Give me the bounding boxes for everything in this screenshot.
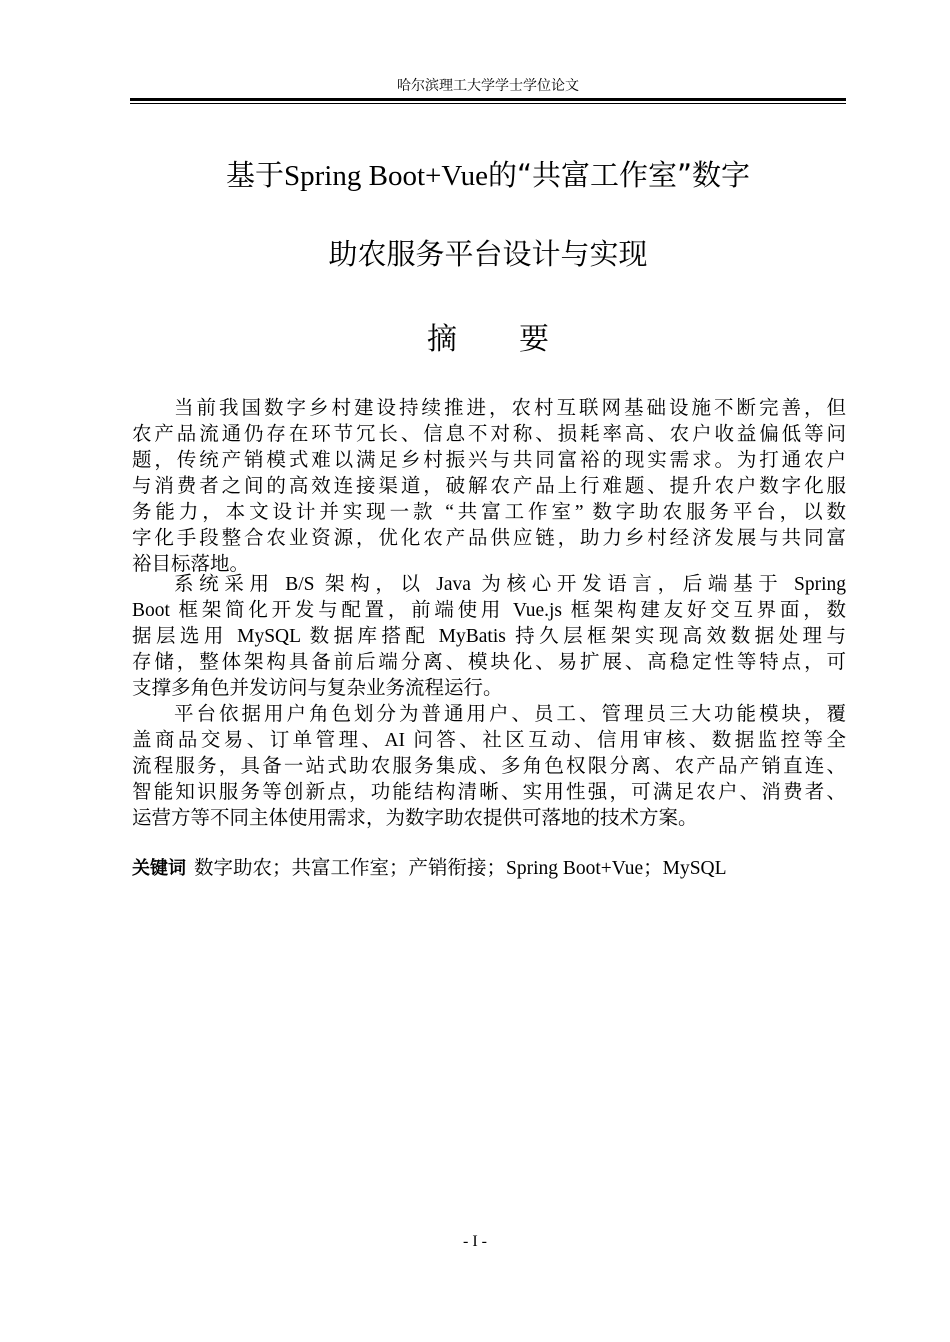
title-line-1-latin: Spring Boot+Vue	[284, 160, 488, 192]
paragraph-line: 裕目标落地。	[132, 554, 250, 575]
paragraph-line: Boot 框架简化开发与配置，前端使用 Vue.js 框架构建友好交互界面，数	[132, 600, 846, 621]
abstract-heading	[130, 322, 846, 358]
thesis-title-line-2: 助农服务平台设计与实现	[328, 237, 648, 271]
paragraph-line: 当前我国数字乡村建设持续推进，农村互联网基础设施不断完善，但	[174, 398, 846, 419]
paragraph-line: 支撑多角色并发访问与复杂业务流程运行。	[132, 678, 503, 699]
paragraph-line: 系统采用 B/S 架构，以 Java 为核心开发语言，后端基于 Spring	[174, 574, 846, 595]
paragraph-line: 字化手段整合农业资源，优化农产品供应链，助力乡村经济发展与共同富	[132, 528, 846, 549]
paragraph-line: 据层选用 MySQL 数据库搭配 MyBatis 持久层框架实现高效数据处理与	[132, 626, 846, 647]
paragraph-line: 平台依据用户角色划分为普通用户、员工、管理员三大功能模块，覆	[174, 704, 846, 725]
thesis-title-line-1	[130, 157, 846, 194]
header-rule-thin	[130, 103, 846, 104]
paragraph-line: 与消费者之间的高效连接渠道，破解农产品上行难题、提升农户数字化服	[132, 476, 846, 497]
paragraph-line: 运营方等不同主体使用需求，为数字助农提供可落地的技术方案。	[132, 808, 698, 829]
abstract-paragraph-1	[132, 396, 846, 578]
keywords-text: 数字助农；共富工作室；产销衔接；Spring Boot+Vue；MySQL	[194, 858, 727, 879]
paragraph-line: 盖商品交易、订单管理、AI 问答、社区互动、信用审核、数据监控等全	[132, 730, 846, 751]
running-header: 哈尔滨理工大学学士学位论文	[397, 79, 579, 94]
keywords-line	[132, 856, 727, 882]
paragraph-line: 农产品流通仍存在环节冗长、信息不对称、损耗率高、农户收益偏低等问	[132, 424, 846, 445]
abstract-paragraph-2	[132, 572, 846, 702]
paragraph-line: 题，传统产销模式难以满足乡村振兴与共同富裕的现实需求。为打通农户	[132, 450, 846, 471]
page-number: - I -	[463, 1233, 487, 1250]
paragraph-line: 务能力，本文设计并实现一款 “共富工作室” 数字助农服务平台，以数	[132, 502, 846, 523]
paragraph-line: 智能知识服务等创新点，功能结构清晰、实用性强，可满足农户、消费者、	[132, 782, 846, 803]
paragraph-line: 流程服务，具备一站式助农服务集成、多角色权限分离、农产品产销直连、	[132, 756, 846, 777]
abstract-heading-char-2: 要	[519, 322, 549, 357]
title-line-1-suffix: 的“共富工作室”数字	[487, 158, 750, 192]
keywords-label: 关键词	[132, 858, 186, 879]
abstract-paragraph-3	[132, 702, 846, 832]
paragraph-line: 存储，整体架构具备前后端分离、模块化、易扩展、高稳定性等特点，可	[132, 652, 846, 673]
abstract-heading-char-1: 摘	[427, 322, 457, 357]
header-rule-thick	[130, 98, 846, 101]
title-line-1-prefix: 基于	[226, 158, 285, 192]
